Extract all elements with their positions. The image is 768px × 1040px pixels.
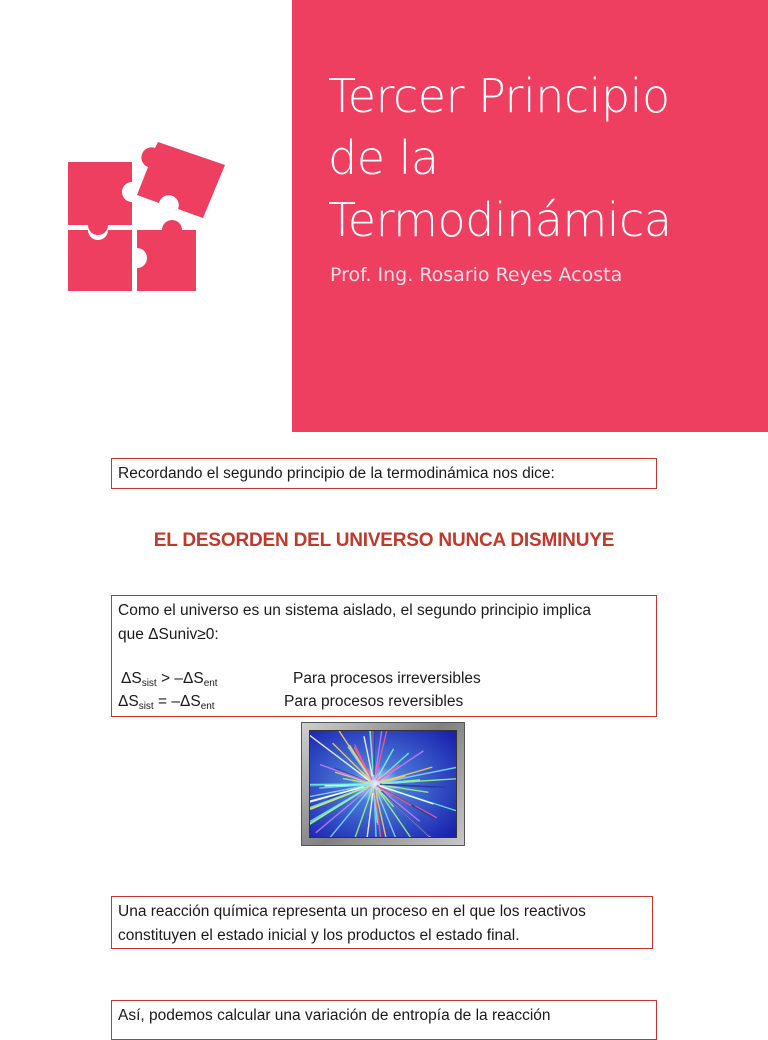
title-line-3: Termodinámica (328, 190, 672, 250)
title-slide (0, 0, 768, 432)
section-heading: EL DESORDEN DEL UNIVERSO NUNCA DISMINUYE (0, 530, 768, 552)
calculation-box (111, 1000, 657, 1040)
reaction-line-2: constituyen el estado inicial y los productos el estado final. (118, 924, 646, 948)
title-line-1: Tercer Principio (328, 66, 670, 126)
intro-box (111, 458, 657, 489)
explanation-line-2: que ΔSuniv≥0: (118, 623, 650, 647)
title-line-2: de la (328, 128, 439, 188)
equation-reversible-label: Para procesos reversibles (284, 690, 463, 714)
explosion-image (301, 722, 465, 846)
reaction-box (111, 896, 653, 949)
equation-irreversible-label: Para procesos irreversibles (293, 667, 481, 691)
explanation-line-1: Como el universo es un sistema aislado, el segundo principio implica (118, 599, 650, 623)
intro-text: Recordando el segundo principio de la termodinámica nos dice: (118, 465, 555, 482)
reaction-line-1: Una reacción química representa un proceso en el que los reactivos (118, 900, 646, 924)
calculation-line-1: Así, podemos calcular una variación de entropía de la reacción (118, 1004, 650, 1028)
equation-irreversible: $\Delta S_{sist} > -\Delta S_{ent}$ Para procesos irreversibles (118, 667, 650, 690)
equation-reversible: $\Delta S_{sist} = -\Delta S_{ent}$ Para procesos reversibles (118, 690, 650, 713)
puzzle-pieces-icon (60, 130, 235, 300)
subtitle: Prof. Ing. Rosario Reyes Acosta (330, 264, 622, 286)
explanation-box (111, 595, 657, 717)
